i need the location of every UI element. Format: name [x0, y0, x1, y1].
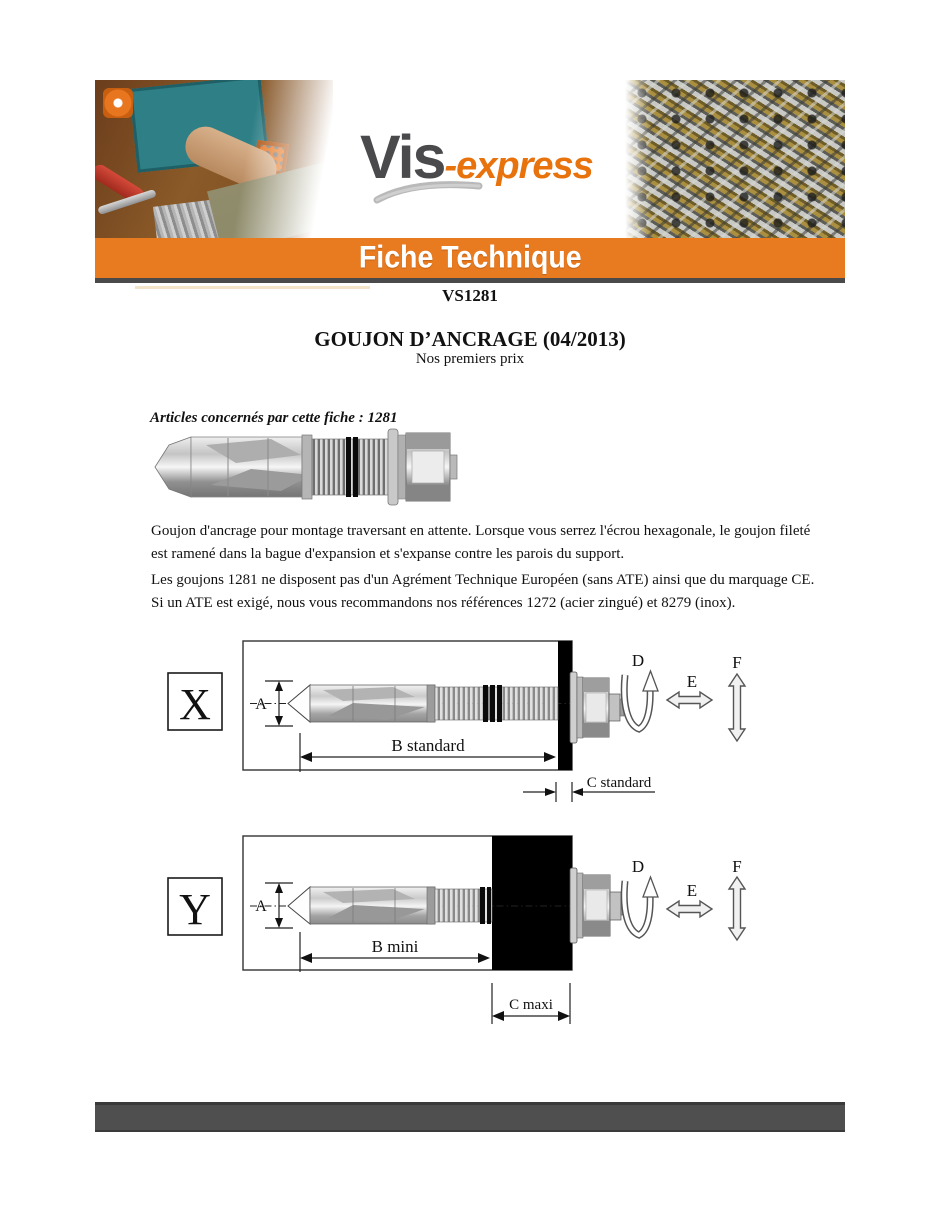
logo-swoosh-icon: [373, 176, 483, 206]
screw-tray-image: [153, 193, 267, 238]
diagram-x-letter: X: [179, 680, 211, 729]
dimension-e-label: E: [686, 672, 698, 691]
banner-title: Fiche Technique: [358, 240, 582, 275]
banner-divider: [95, 278, 845, 283]
tape-measure-image: [103, 88, 133, 118]
diagram-x: [95, 635, 845, 805]
screw-organizer-image: [129, 80, 269, 173]
torque-arrow-icon: [624, 671, 658, 729]
logo-brand-text: Vis: [360, 123, 445, 191]
workbench-photo: [95, 80, 333, 238]
product-title: GOUJON D’ANCRAGE (04/2013): [314, 327, 626, 351]
diagram-y-label-box: [168, 878, 222, 935]
footer-bar: [95, 1102, 845, 1132]
washer-nut-drawing: [570, 672, 624, 743]
bit-box-image: [253, 140, 289, 176]
header: [95, 80, 845, 238]
support-plate-thick: [492, 836, 572, 970]
torque-arrow-icon: [624, 877, 658, 935]
dimension-b-label: B mini: [371, 937, 419, 956]
anchor-bolt-drawing: [288, 887, 492, 924]
dimension-f-label: F: [732, 653, 742, 672]
fiche-technique-banner: [95, 238, 845, 278]
anchor-bolt-photo: [150, 424, 460, 512]
diagram-y: [95, 828, 845, 1033]
certification-paragraph: Les goujons 1281 ne disposent pas d'un Agrément Technique Européen (sans ATE) ainsi que du marquage CE. Si un ATE est exigé, nous vous recommandons nos références 1272 (acier zingué) et 8279 (inox).: [151, 572, 815, 611]
dimension-c-label: C standard: [586, 775, 652, 791]
washer-nut-drawing: [570, 868, 625, 943]
double-arrow-vertical-icon: [729, 674, 745, 741]
double-arrow-horizontal-icon: [667, 901, 712, 917]
description-paragraph: Goujon d'ancrage pour montage traversant en attente. Lorsque vous serrez l'écrou hexagonale, le goujon fileté est ramené dans la bague d'expansion et s'expanse contre les parois du support.: [151, 523, 811, 562]
diagram-y-letter: Y: [179, 885, 211, 934]
articles-note: Articles concernés par cette fiche : 1281: [150, 410, 398, 426]
product-subtitle: Nos premiers prix: [415, 351, 525, 367]
dimension-d-label: D: [631, 651, 645, 670]
logo-suffix-text: -express: [444, 145, 593, 187]
dimension-c-label: C maxi: [509, 997, 553, 1013]
double-arrow-vertical-icon: [729, 877, 745, 940]
screwdriver-image: [95, 162, 147, 206]
wrench-image: [97, 189, 157, 215]
dimension-e-label: E: [686, 881, 698, 900]
dimension-f-label: F: [732, 857, 742, 876]
dimension-b-label: B standard: [391, 736, 465, 755]
dimension-a-label: A: [255, 696, 267, 713]
diagram-x-label-box: [168, 673, 222, 730]
dimension-d-label: D: [631, 857, 645, 876]
double-arrow-horizontal-icon: [667, 692, 712, 708]
reference-title: VS1281: [442, 286, 498, 305]
hand-image: [179, 120, 283, 196]
arm-image: [207, 162, 333, 238]
anchor-bolt-drawing: [288, 685, 558, 722]
dimension-a-label: A: [255, 898, 267, 915]
